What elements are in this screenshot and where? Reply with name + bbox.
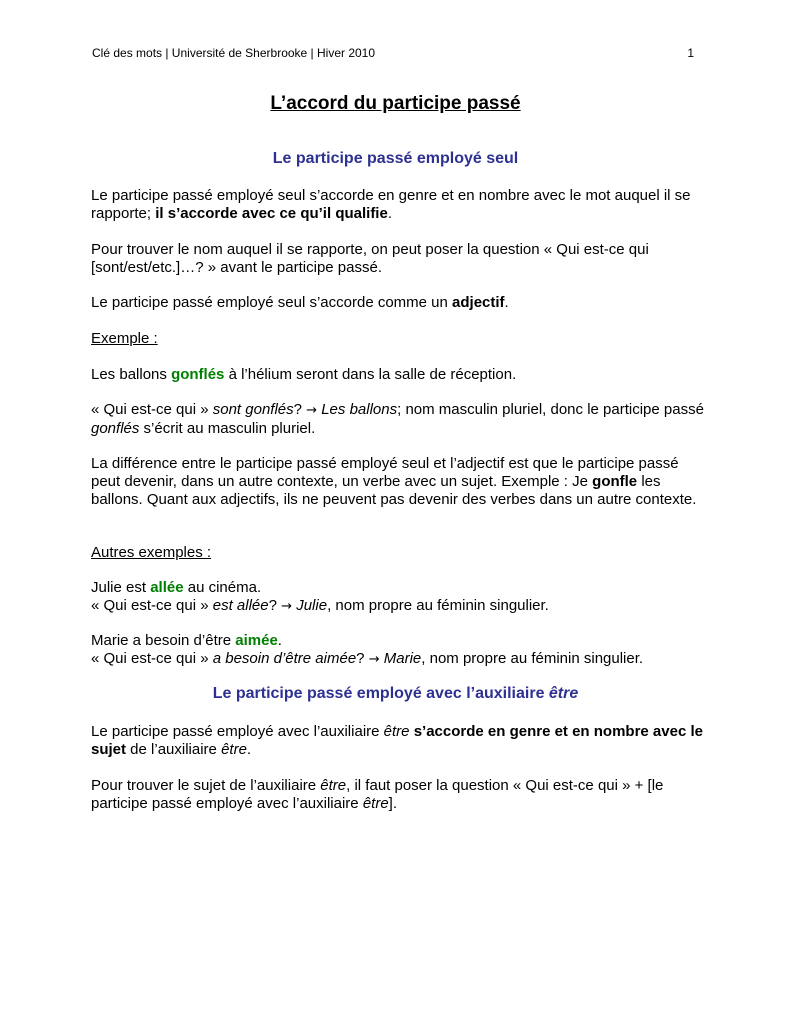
header-source: Clé des mots | Université de Sherbrooke | Hiver 2010 (92, 46, 376, 60)
page-number: 1 (687, 46, 694, 60)
example-label: Exemple : (91, 330, 158, 347)
example-julie: Julie est allée au cinéma. « Qui est-ce qui » est allée? → Julie, nom propre au féminin singulier. (91, 579, 549, 614)
difference-paragraph: La différence entre le participe passé employé seul et l’adjectif est que le participe passé peut devenir, dans un autre contexte, un verbe avec un sujet. Exemple : Je gonfle les ballons. Quant aux adjectifs, ils ne peuvent pas devenir des verbes dans un autre contexte. (91, 455, 697, 508)
example-sentence: Les ballons gonflés à l’hélium seront dans la salle de réception. (91, 366, 517, 383)
arrow-right-icon: → (281, 599, 293, 614)
arrow-right-icon: → (306, 403, 318, 418)
section2-paragraph-2: Pour trouver le sujet de l’auxiliaire être, il faut poser la question « Qui est-ce qui » + [le participe passé employé avec l’auxiliaire être]. (91, 777, 664, 812)
section1-heading: Le participe passé employé seul (272, 150, 519, 167)
section1-paragraph-3: Le participe passé employé seul s’accorde comme un adjectif. (91, 294, 509, 311)
section1-paragraph-2: Pour trouver le nom auquel il se rapporte, on peut poser la question « Qui est-ce qui [sont/est/etc.]…? » avant le participe passé. (91, 241, 649, 276)
page-title: L’accord du participe passé (270, 93, 521, 114)
example-marie: Marie a besoin d’être aimée. « Qui est-ce qui » a besoin d’être aimée? → Marie, nom propre au féminin singulier. (91, 632, 644, 667)
other-examples-label: Autres exemples : (91, 544, 212, 561)
section2-heading: Le participe passé employé avec l’auxiliaire être (212, 685, 579, 702)
page-header (92, 46, 694, 60)
section2-paragraph-1: Le participe passé employé avec l’auxiliaire être s’accorde en genre et en nombre avec le sujet de l’auxiliaire être. (91, 723, 703, 758)
section1-paragraph-1: Le participe passé employé seul s’accorde en genre et en nombre avec le mot auquel il se rapporte; il s’accorde avec ce qu’il qualifie. (91, 187, 691, 222)
example-explanation: « Qui est-ce qui » sont gonflés? → Les ballons; nom masculin pluriel, donc le participe passé gonflés s’écrit au masculin pluriel. (91, 401, 704, 437)
arrow-right-icon: → (368, 652, 380, 667)
